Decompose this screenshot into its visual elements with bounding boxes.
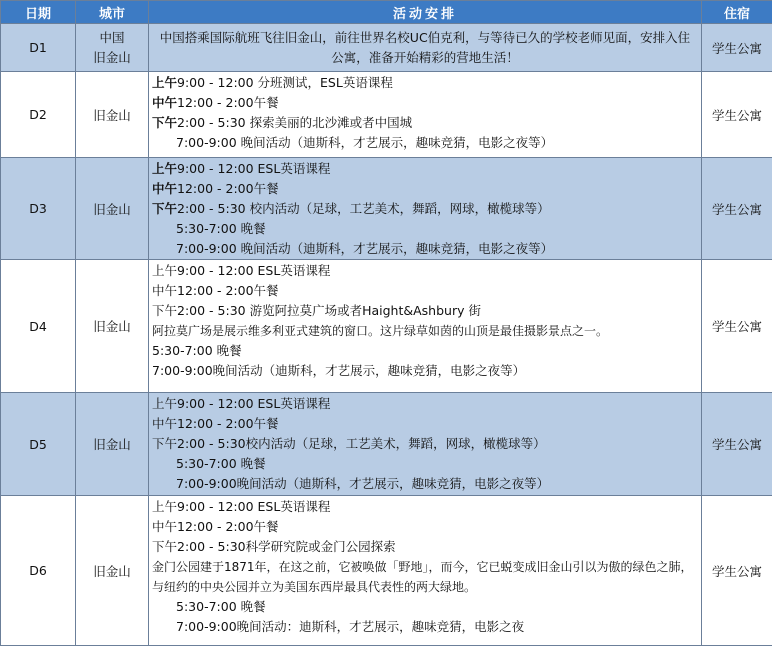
- day-cell: D3: [1, 158, 76, 260]
- lodging-cell: 学生公寓: [702, 393, 772, 496]
- activity-text: 9:00 - 12:00 分班测试，ESL英语课程: [177, 75, 393, 90]
- lodging-cell: 学生公寓: [702, 158, 772, 260]
- activity-cell: [149, 260, 702, 393]
- activity-text: 12:00 - 2:00午餐: [177, 95, 279, 110]
- activity-text: 9:00 - 12:00 ESL英语课程: [177, 161, 330, 176]
- activity-line: [152, 199, 697, 219]
- table-row-d1: [1, 24, 772, 72]
- table-row-d6: [1, 496, 772, 646]
- activity-line: 5:30-7:00 晚餐: [152, 597, 697, 617]
- activity-line: 5:30-7:00 晚餐: [152, 219, 697, 239]
- day-cell: D4: [1, 260, 76, 393]
- table-row-d4: [1, 260, 772, 393]
- day-cell: D5: [1, 393, 76, 496]
- activity-line: 7:00-9:00晚间活动（迪斯科，才艺展示，趣味竞猜，电影之夜等）: [152, 474, 697, 494]
- header-city: 城市: [76, 1, 149, 24]
- activity-line: 中午12:00 - 2:00午餐: [152, 414, 697, 434]
- activity-cell: [149, 72, 702, 158]
- city-cell: 旧金山: [76, 496, 149, 646]
- lodging-cell: 学生公寓: [702, 24, 772, 72]
- city-line: 旧金山: [76, 48, 148, 68]
- activity-text: 2:00 - 5:30 探索美丽的北沙滩或者中国城: [177, 115, 412, 130]
- activity-line: 7:00-9:00晚间活动（迪斯科，才艺展示，趣味竞猜，电影之夜等）: [152, 361, 697, 381]
- activity-line: 中午12:00 - 2:00午餐: [152, 281, 697, 301]
- activity-line: 7:00-9:00 晚间活动（迪斯科，才艺展示，趣味竞猜，电影之夜等）: [152, 239, 697, 259]
- activity-line: 下午2:00 - 5:30科学研究院或金门公园探索: [152, 537, 697, 557]
- lodging-cell: 学生公寓: [702, 260, 772, 393]
- time-prefix: 中午: [152, 95, 177, 110]
- time-prefix: 下午: [152, 201, 177, 216]
- activity-line: 下午2:00 - 5:30 游览阿拉莫广场或者Haight&Ashbury 街: [152, 301, 697, 321]
- day-cell: D6: [1, 496, 76, 646]
- lodging-cell: 学生公寓: [702, 72, 772, 158]
- activity-cell: [149, 24, 702, 72]
- header-day: 日期: [1, 1, 76, 24]
- activity-line: 7:00-9:00 晚间活动（迪斯科，才艺展示，趣味竞猜，电影之夜等）: [152, 133, 697, 153]
- table-row-d2: [1, 72, 772, 158]
- activity-line: 上午9:00 - 12:00 ESL英语课程: [152, 497, 697, 517]
- city-cell: 旧金山: [76, 72, 149, 158]
- activity-text: 中国搭乘国际航班飞往旧金山，前往世界名校UC伯克利，与等待已久的学校老师见面，安排入住公寓，准备开始精彩的营地生活！: [149, 28, 701, 68]
- activity-line: 上午9:00 - 12:00 ESL英语课程: [152, 261, 697, 281]
- header-row: [1, 1, 772, 24]
- city-cell: 旧金山: [76, 158, 149, 260]
- time-prefix: 上午: [152, 75, 177, 90]
- table-row-d5: [1, 393, 772, 496]
- header-activity: 活动安排: [149, 1, 702, 24]
- activity-text: 2:00 - 5:30 校内活动（足球，工艺美术，舞蹈，网球，橄榄球等）: [177, 201, 550, 216]
- city-line: 中国: [76, 28, 148, 48]
- activity-line: 中午12:00 - 2:00午餐: [152, 517, 697, 537]
- activity-text: 12:00 - 2:00午餐: [177, 181, 279, 196]
- activity-line: [152, 159, 697, 179]
- lodging-cell: 学生公寓: [702, 496, 772, 646]
- activity-line: 7:00-9:00晚间活动：迪斯科，才艺展示，趣味竞猜，电影之夜: [152, 617, 697, 637]
- day-cell: D2: [1, 72, 76, 158]
- time-prefix: 下午: [152, 115, 177, 130]
- activity-line: [152, 73, 697, 93]
- city-cell: [76, 24, 149, 72]
- city-cell: 旧金山: [76, 260, 149, 393]
- header-lodging: 住宿: [702, 1, 772, 24]
- activity-line: [152, 113, 697, 133]
- activity-line: 5:30-7:00 晚餐: [152, 341, 697, 361]
- activity-cell: [149, 393, 702, 496]
- day-cell: D1: [1, 24, 76, 72]
- time-prefix: 上午: [152, 161, 177, 176]
- activity-line: 下午2:00 - 5:30校内活动（足球，工艺美术，舞蹈，网球，橄榄球等）: [152, 434, 697, 454]
- city-cell: 旧金山: [76, 393, 149, 496]
- activity-paragraph: 金门公园建于1871年，在这之前，它被唤做「野地」，而今，它已蜕变成旧金山引以为傲的绿色之肺，与纽约的中央公园并立为美国东西岸最具代表性的两大绿地。: [152, 557, 697, 597]
- activity-cell: [149, 158, 702, 260]
- activity-line: [152, 93, 697, 113]
- activity-line: 上午9:00 - 12:00 ESL英语课程: [152, 394, 697, 414]
- activity-line: [152, 179, 697, 199]
- table-row-d3: [1, 158, 772, 260]
- time-prefix: 中午: [152, 181, 177, 196]
- activity-cell: [149, 496, 702, 646]
- activity-line: 阿拉莫广场是展示维多利亚式建筑的窗口。这片绿草如茵的山顶是最佳摄影景点之一。: [152, 321, 697, 341]
- activity-line: 5:30-7:00 晚餐: [152, 454, 697, 474]
